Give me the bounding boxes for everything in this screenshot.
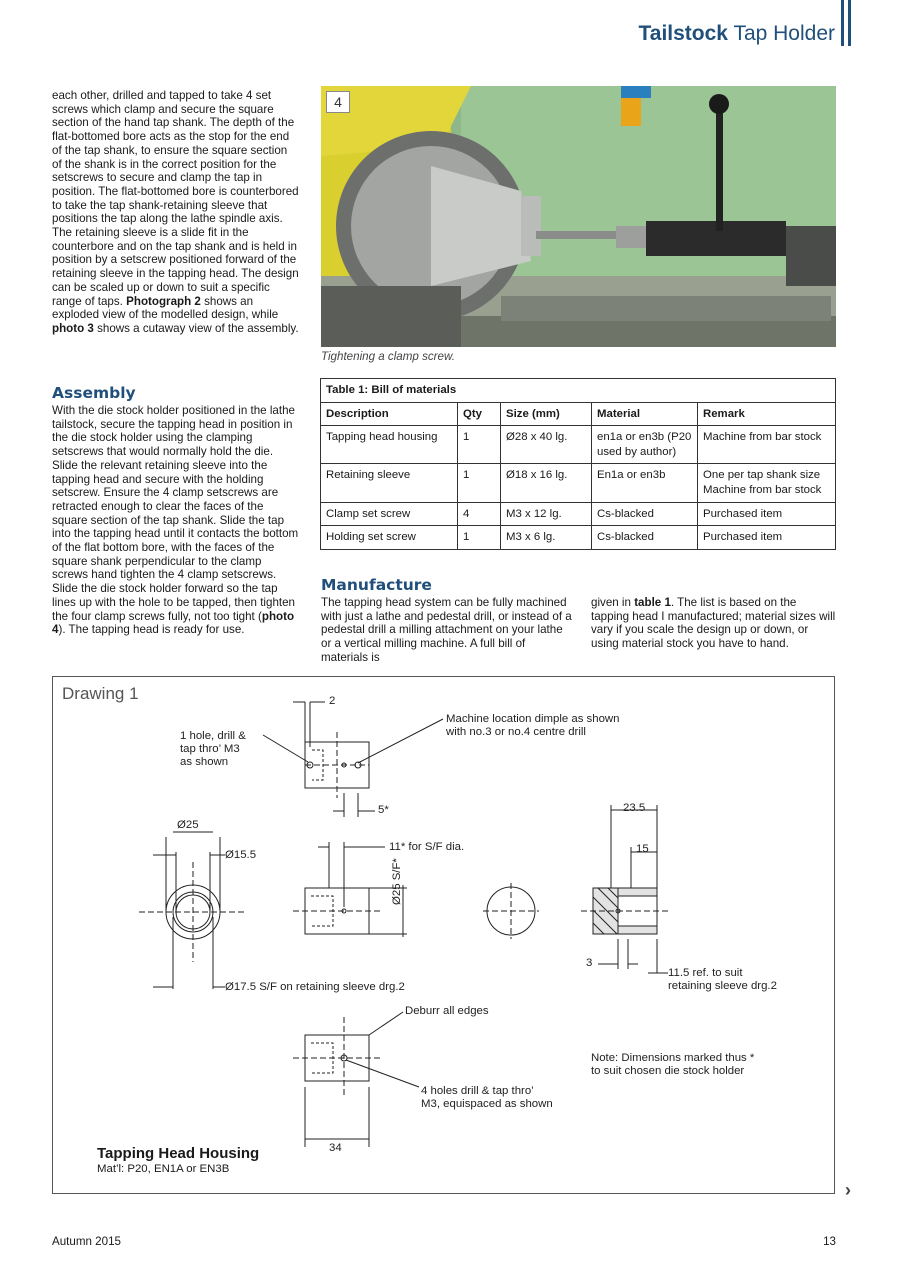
dim-11: 11* for S/F dia. xyxy=(389,841,465,853)
manufacture-heading: Manufacture xyxy=(321,576,432,594)
assembly-text: With the die stock holder positioned in the lathe tailstock, secure the tapping head in position in the die stock holder using the clamping setscrews that would normally hold the die. Slide the relevant retaining sleeve into the tapping head and secure with the holding setscrew. Ensure the 4 clamp setscrews are retracted enough to clear the faces of the square section of the tap shank. Slide the tap into the tapping head until it contacts the bottom of the flat bottom bore, with the faces of the square shank perpendicular to the clamp screws hand tighten the 4 clamp setscrews. Slide the die stock holder forward so the tap lines up with the hole to be tapped, then tighten the four clamp screws fully, not too tight (photo 4). The tapping head is ready for use. xyxy=(52,404,299,637)
col-material: Material xyxy=(592,402,698,426)
page-number: 13 xyxy=(823,1235,836,1248)
col-qty: Qty xyxy=(458,402,501,426)
table-row: Holding set screw 1 M3 x 6 lg. Cs-blacked Purchased item xyxy=(321,526,836,550)
dim-25-sf: Ø25 S/F* xyxy=(391,858,403,905)
assembly-heading: Assembly xyxy=(52,384,136,402)
dimension-note: Note: Dimensions marked thus * to suit chosen die stock holder xyxy=(591,1052,755,1077)
drawing-title: Drawing 1 xyxy=(62,684,139,703)
table-row: Tapping head housing 1 Ø28 x 40 lg. en1a or en3b (P20 used by author) Machine from bar stock xyxy=(321,426,836,464)
dimple-note: Machine location dimple as shown with no.3 or no.4 centre drill xyxy=(446,713,620,738)
table-caption: Table 1: Bill of materials xyxy=(321,379,836,403)
drawing-lines xyxy=(53,677,836,1195)
part-material: Mat’l: P20, EN1A or EN3B xyxy=(97,1163,230,1175)
header-bars xyxy=(841,0,853,46)
dim-2: 2 xyxy=(329,695,336,707)
dim-11-5: 11.5 ref. to suit retaining sleeve drg.2 xyxy=(668,967,777,992)
part-name: Tapping Head Housing xyxy=(97,1145,260,1162)
table-header-row xyxy=(321,402,836,426)
manufacture-text-col2: given in table 1. The list is based on the tapping head I manufactured; material sizes will vary if you scale the design up or down, or using material stock you have to hand. xyxy=(591,596,836,651)
dim-34: 34 xyxy=(329,1142,342,1154)
manufacture-text-col1: The tapping head system can be fully machined with just a lathe and pedestal drill, or instead of a pedestal drill a milling attachment on your lathe or a vertical milling machine. A full bill of materials is xyxy=(321,596,572,664)
dim-3: 3 xyxy=(586,957,593,969)
running-header: Tailstock Tap Holder xyxy=(638,22,835,45)
col-remark: Remark xyxy=(698,402,836,426)
holes-note: 4 holes drill & tap thro’ M3, equispaced as shown xyxy=(421,1085,553,1110)
deburr-note: Deburr all edges xyxy=(405,1005,489,1017)
photo-caption: Tightening a clamp screw. xyxy=(321,350,455,363)
intro-text: each other, drilled and tapped to take 4 set screws which clamp and secure the square section of the hand tap shank. The depth of the flat-bottomed bore acts as the stop for the end of the tap shank, to ensure the square section of the shank is in the correct position for the setscrews to secure and clamp the tap in position. The flat-bottomed bore is counterbored to take the tap shank-retaining sleeve that positions the tap along the lathe spindle axis. The retaining sleeve is a slide fit in the counterbore and on the tap shank and is held in position by a setscrew positioned forward of the retaining sleeve in the tapping head. The design can be scaled up or down to suit a specific range of taps. Photograph 2 shows an exploded view of the modelled design, while photo 3 shows a cutaway view of the assembly. xyxy=(52,89,299,335)
lathe-photo-illustration xyxy=(321,86,836,347)
dim-17-5: Ø17.5 S/F on retaining sleeve drg.2 xyxy=(225,981,405,993)
bill-of-materials-table xyxy=(320,378,836,550)
footer-issue: Autumn 2015 xyxy=(52,1235,121,1248)
technical-drawing xyxy=(52,676,835,1194)
dim-25: Ø25 xyxy=(177,819,199,831)
dim-5: 5* xyxy=(378,804,389,816)
dim-15-5: Ø15.5 xyxy=(225,849,257,861)
dim-23-5: 23.5 xyxy=(623,802,646,814)
chevron-right-icon[interactable]: › xyxy=(845,1180,851,1200)
photo-lathe xyxy=(321,86,836,347)
table-row: Clamp set screw 4 M3 x 12 lg. Cs-blacked Purchased item xyxy=(321,502,836,526)
dim-15: 15 xyxy=(636,843,649,855)
hole-note: 1 hole, drill & tap thro’ M3 as shown xyxy=(180,730,246,768)
photo-number: 4 xyxy=(326,91,350,113)
col-description: Description xyxy=(321,402,458,426)
col-size: Size (mm) xyxy=(501,402,592,426)
table-row: Retaining sleeve 1 Ø18 x 16 lg. En1a or en3b One per tap shank size Machine from bar stock xyxy=(321,464,836,502)
